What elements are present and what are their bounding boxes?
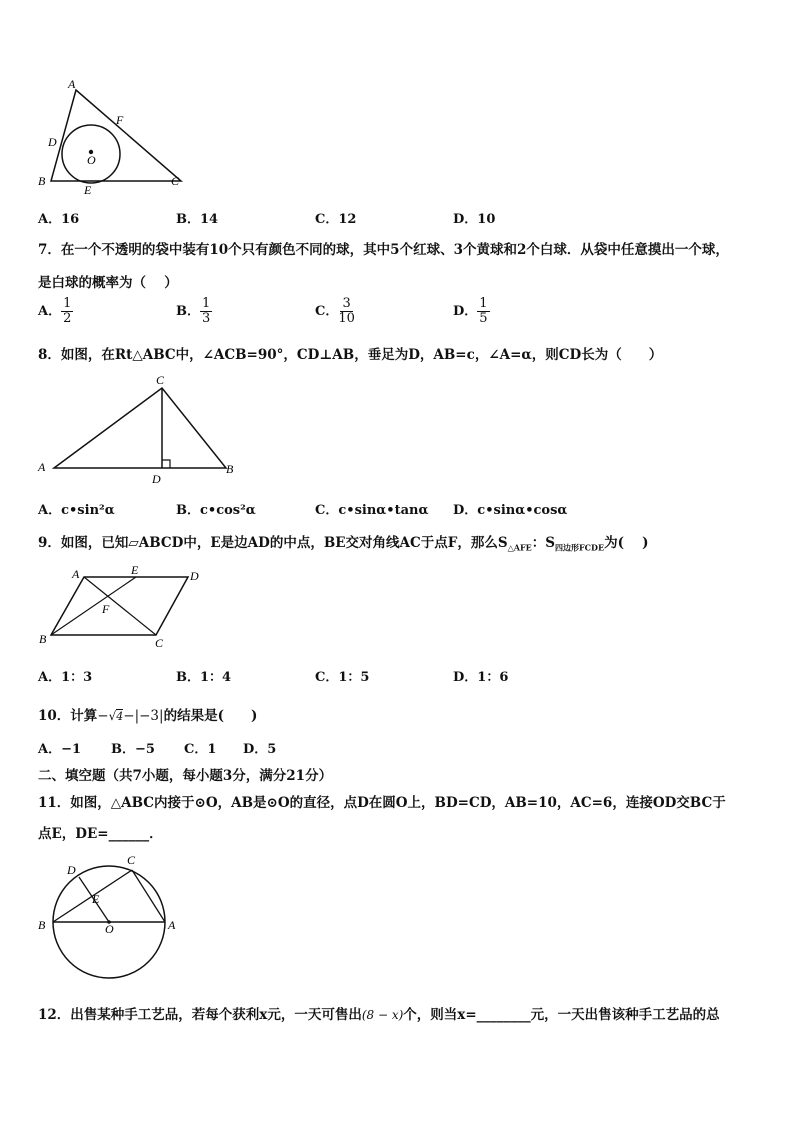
label-o: O	[87, 153, 96, 167]
label-o: O	[105, 922, 114, 936]
label-e: E	[92, 892, 100, 906]
q9-text: 9．如图，已知▱ABCD中，E是边AD的中点，BE交对角线AC于点F，那么$S_{\triangle AFE}$：$S_{四边形FCDE}$为( )	[38, 535, 649, 553]
label-b: B	[38, 174, 46, 188]
q9-figure	[34, 563, 214, 653]
q7-option-a: A． $\frac{1}{2}$	[38, 296, 72, 326]
q9-option-d: D．1：6	[453, 670, 509, 685]
q11-text-line1: 11．如图，△ABC内接于⊙O，AB是⊙O的直径，点D在圆O上，BD=CD，AB=10，AC=6，连接OD交BC于	[38, 795, 726, 811]
q11-figure	[34, 850, 184, 980]
q8-figure	[34, 370, 244, 488]
label-d: D	[152, 472, 161, 486]
label-a: A	[72, 567, 80, 581]
label-a: A	[168, 918, 176, 932]
q11-text-line2: 点E，DE=______．	[38, 826, 163, 842]
label-c: C	[127, 853, 136, 867]
q10-option-b: B．−5	[111, 742, 155, 757]
label-c: C	[156, 373, 165, 387]
label-b: B	[39, 632, 47, 646]
q8-option-c: C．c•sinα•tanα	[315, 503, 429, 518]
q6-figure	[34, 76, 194, 201]
q10-option-d: D．5	[243, 742, 277, 757]
label-f: F	[116, 113, 124, 127]
q7-option-d: D． $\frac{1}{5}$	[453, 296, 488, 326]
label-d: D	[190, 569, 199, 583]
diagonal-ac	[84, 577, 156, 635]
q6-option-c: C．12	[315, 212, 357, 227]
label-a: A	[38, 460, 46, 474]
q8-option-a: A．c•sin²α	[38, 503, 115, 518]
q7-text-line2: 是白球的概率为（ ）	[38, 275, 178, 291]
q12-text: 12．出售某种手工艺品，若每个获利x元，一天可售出(8 − x)个，则当x=________元，一天出售该种手工艺品的总	[38, 1007, 720, 1023]
q10-text: 10．计算−√4−|−3|的结果是( )	[38, 708, 258, 724]
label-c: C	[155, 636, 164, 650]
q6-option-a: A．16	[38, 212, 80, 227]
right-triangle	[54, 388, 226, 468]
section-heading: 二、填空题（共7小题，每小题3分，满分21分）	[38, 768, 333, 784]
label-d: D	[67, 863, 76, 877]
q9-option-c: C．1：5	[315, 670, 370, 685]
q10-option-c: C．1	[184, 742, 217, 757]
label-b: B	[38, 918, 46, 932]
q8-option-d: D．c•sinα•cosα	[453, 503, 568, 518]
right-angle-mark	[162, 460, 170, 468]
q7-option-b: B． $\frac{1}{3}$	[176, 296, 211, 326]
q6-option-b: B．14	[176, 212, 219, 227]
chord-ca	[132, 870, 165, 922]
segment-be	[51, 577, 136, 635]
label-a: A	[68, 77, 76, 91]
q7-text-line1: 7．在一个不透明的袋中装有10个只有颜色不同的球，其中5个红球、3个黄球和2个白球．从袋中任意摸出一个球，	[38, 242, 729, 258]
label-e: E	[131, 563, 139, 577]
q8-option-b: B．c•cos²α	[176, 503, 256, 518]
q10-option-a: A．−1	[38, 742, 82, 757]
q6-option-d: D．10	[453, 212, 496, 227]
q9-option-a: A．1：3	[38, 670, 93, 685]
label-c: C	[171, 174, 180, 188]
label-b: B	[226, 462, 234, 476]
q7-option-c: C． $\frac{3}{10}$	[315, 296, 355, 326]
q9-option-b: B．1：4	[176, 670, 232, 685]
q8-text: 8．如图，在Rt△ABC中，∠ACB=90°，CD⊥AB，垂足为D，AB=c，∠A=α，则CD长为（ ）	[38, 347, 663, 363]
label-d: D	[48, 135, 57, 149]
label-e: E	[84, 183, 92, 197]
label-f: F	[102, 602, 110, 616]
